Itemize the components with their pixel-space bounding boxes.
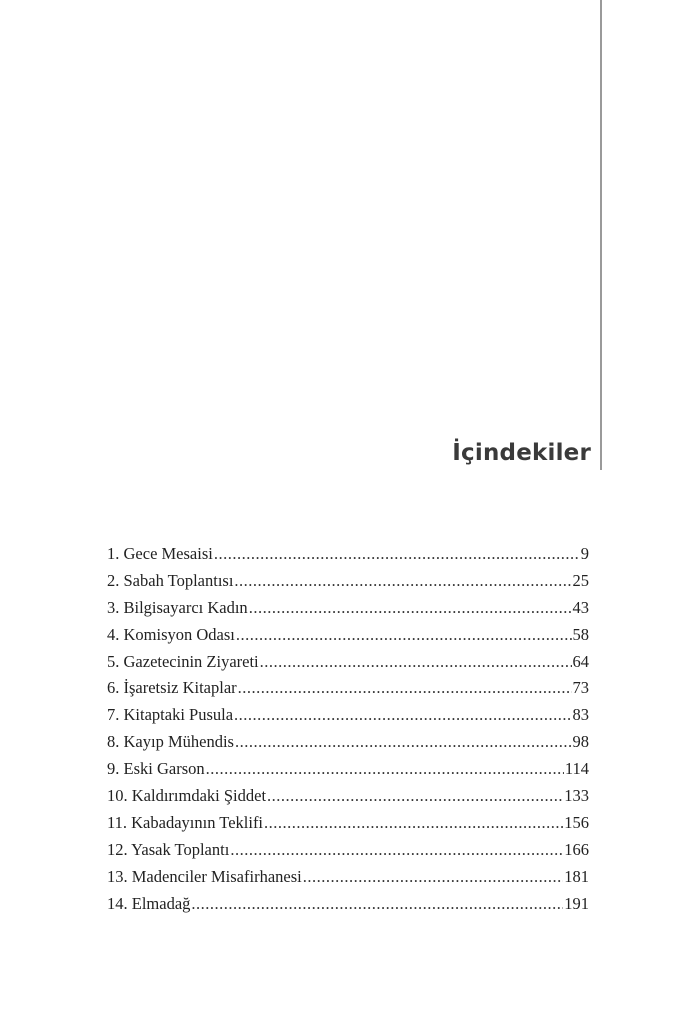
- vertical-rule: [600, 0, 602, 470]
- toc-leader-dots: [267, 783, 563, 810]
- toc-leader-dots: [236, 622, 572, 649]
- toc-entry-title: 8. Kayıp Mühendis: [107, 732, 234, 752]
- toc-entry[interactable]: [107, 568, 589, 595]
- toc-leader-dots: [230, 837, 563, 864]
- toc-leader-dots: [264, 810, 563, 837]
- toc-leader-dots: [249, 595, 572, 622]
- toc-entry[interactable]: [107, 541, 589, 568]
- toc-list: [107, 541, 589, 917]
- toc-leader-dots: [214, 541, 580, 568]
- toc-entry-page: 73: [572, 678, 589, 698]
- toc-leader-dots: [260, 649, 572, 676]
- toc-entry-page: 156: [564, 812, 589, 832]
- toc-entry-page: 166: [564, 839, 589, 859]
- toc-entry-page: 83: [572, 705, 589, 725]
- toc-entry[interactable]: [107, 622, 589, 649]
- toc-leader-dots: [235, 729, 572, 756]
- toc-entry-title: 13. Madenciler Misafirhanesi: [107, 866, 302, 886]
- toc-entry[interactable]: [107, 837, 589, 864]
- toc-entry[interactable]: [107, 810, 589, 837]
- toc-entry[interactable]: [107, 756, 589, 783]
- toc-entry[interactable]: [107, 702, 589, 729]
- toc-entry-title: 11. Kabadayının Teklifi: [107, 812, 264, 832]
- toc-entry-title: 1. Gece Mesaisi: [107, 544, 213, 563]
- toc-leader-dots: [191, 891, 563, 918]
- toc-entry-page: 64: [572, 651, 589, 671]
- toc-entry-title: 10. Kaldırımdaki Şiddet: [107, 786, 267, 806]
- toc-entry-page: 9: [580, 544, 589, 563]
- toc-entry[interactable]: [107, 783, 589, 810]
- toc-entry-title: 7. Kitaptaki Pusula: [107, 705, 234, 725]
- toc-entry[interactable]: [107, 729, 589, 756]
- toc-entry-title: 6. İşaretsiz Kitaplar: [107, 678, 237, 698]
- toc-entry-title: 5. Gazetecinin Ziyareti: [107, 651, 259, 671]
- toc-entry-page: 25: [572, 570, 589, 590]
- toc-leader-dots: [303, 864, 564, 891]
- toc-entry-title: 12. Yasak Toplantı: [107, 839, 230, 859]
- toc-leader-dots: [206, 756, 564, 783]
- toc-entry-title: 4. Komisyon Odası: [107, 624, 235, 644]
- toc-entry-title: 2. Sabah Toplantısı: [107, 570, 234, 590]
- toc-entry-title: 9. Eski Garson: [107, 759, 205, 779]
- toc-entry-page: 58: [572, 624, 589, 644]
- toc-entry-page: 133: [564, 786, 589, 806]
- toc-entry-page: 114: [564, 759, 589, 779]
- toc-leader-dots: [238, 675, 572, 702]
- toc-entry-title: 3. Bilgisayarcı Kadın: [107, 597, 248, 617]
- toc-leader-dots: [234, 568, 571, 595]
- toc-entry[interactable]: [107, 675, 589, 702]
- toc-entry-page: 98: [572, 732, 589, 752]
- toc-leader-dots: [234, 702, 571, 729]
- toc-entry-title: 14. Elmadağ: [107, 893, 191, 913]
- toc-heading: İçindekiler: [452, 440, 591, 466]
- toc-entry-page: 181: [564, 866, 589, 886]
- toc-entry[interactable]: [107, 891, 589, 918]
- toc-entry[interactable]: [107, 864, 589, 891]
- toc-entry[interactable]: [107, 595, 589, 622]
- toc-entry[interactable]: [107, 649, 589, 676]
- toc-entry-page: 43: [572, 597, 589, 617]
- toc-entry-page: 191: [564, 893, 589, 913]
